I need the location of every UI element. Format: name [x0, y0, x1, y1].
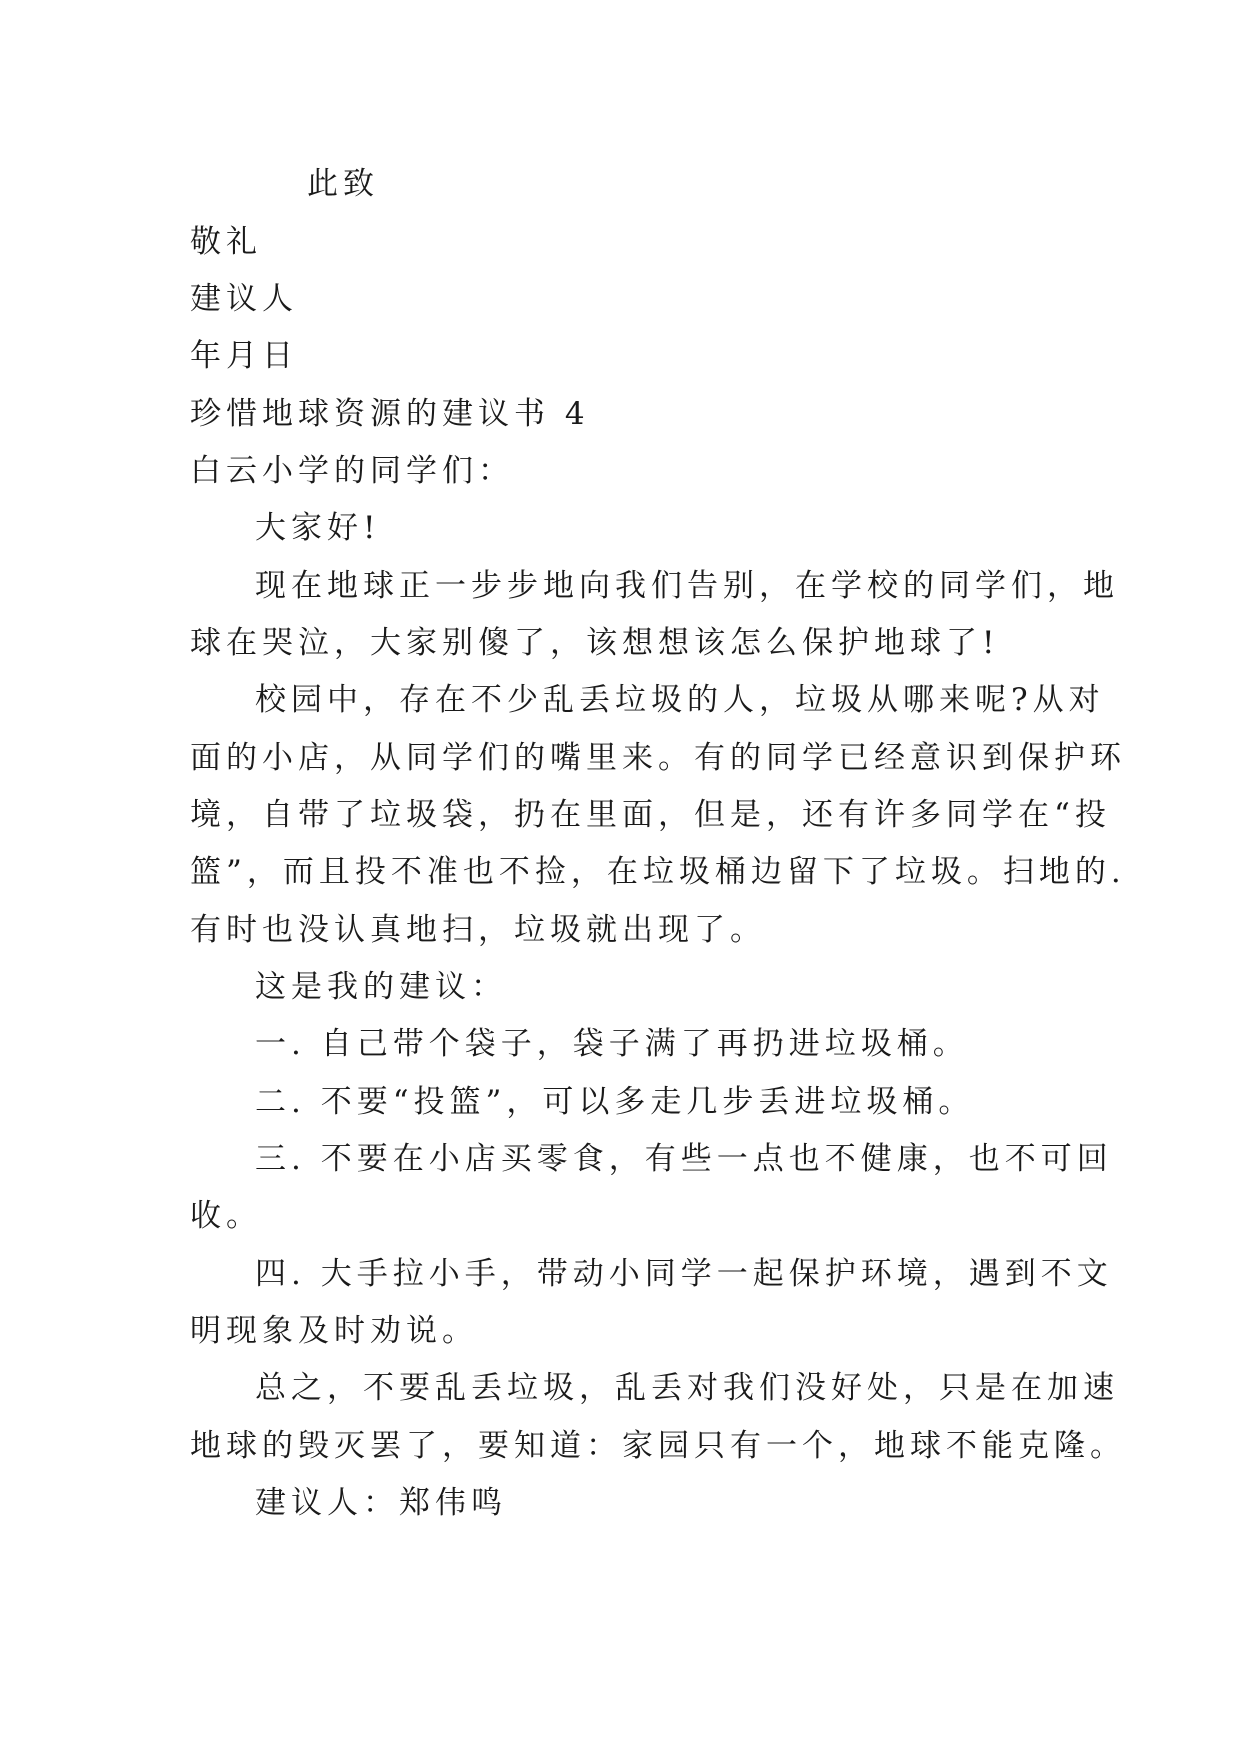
paragraph-4-line-1: 总之，不要乱丢垃圾，乱丢对我们没好处，只是在加速 [255, 1370, 1119, 1406]
paragraph-2-line-4: 篮”，而且投不准也不捡，在垃圾桶边留下了垃圾。扫地的. [190, 854, 1126, 890]
section-title: 珍惜地球资源的建议书 4 [190, 396, 590, 432]
date-line: 年月日 [190, 338, 298, 374]
suggestion-item-4-line-1: 四. 大手拉小手，带动小同学一起保护环境，遇到不文 [255, 1256, 1113, 1292]
paragraph-1-line-1: 现在地球正一步步地向我们告别，在学校的同学们，地 [255, 568, 1119, 604]
suggestion-item-4-line-2: 明现象及时劝说。 [190, 1313, 478, 1349]
paragraph-2-line-3: 境，自带了垃圾袋，扔在里面，但是，还有许多同学在“投 [190, 797, 1111, 833]
paragraph-3: 这是我的建议： [255, 969, 507, 1005]
closing-line-1: 此致 [307, 166, 379, 202]
paragraph-2-line-5: 有时也没认真地扫，垃圾就出现了。 [190, 912, 766, 948]
paragraph-2-line-1: 校园中，存在不少乱丢垃圾的人，垃圾从哪来呢?从对 [255, 682, 1105, 718]
paragraph-2-line-2: 面的小店，从同学们的嘴里来。有的同学已经意识到保护环 [190, 740, 1126, 776]
paragraph-4-line-2: 地球的毁灭罢了，要知道：家园只有一个，地球不能克隆。 [190, 1428, 1126, 1464]
suggestion-item-2: 二. 不要“投篮”，可以多走几步丢进垃圾桶。 [255, 1084, 975, 1120]
paragraph-1-line-2: 球在哭泣，大家别傻了，该想想该怎么保护地球了! [190, 625, 1000, 661]
closing-line-2: 敬礼 [190, 224, 262, 260]
suggestion-item-3-line-1: 三. 不要在小店买零食，有些一点也不健康，也不可回 [255, 1141, 1113, 1177]
signer-line-2: 建议人：郑伟鸣 [255, 1485, 507, 1521]
suggestion-item-1: 一. 自己带个袋子，袋子满了再扔进垃圾桶。 [255, 1026, 969, 1062]
greeting: 大家好! [255, 510, 381, 546]
signer-line-1: 建议人 [190, 281, 298, 317]
suggestion-item-3-line-2: 收。 [190, 1198, 262, 1234]
salutation: 白云小学的同学们： [190, 453, 514, 489]
